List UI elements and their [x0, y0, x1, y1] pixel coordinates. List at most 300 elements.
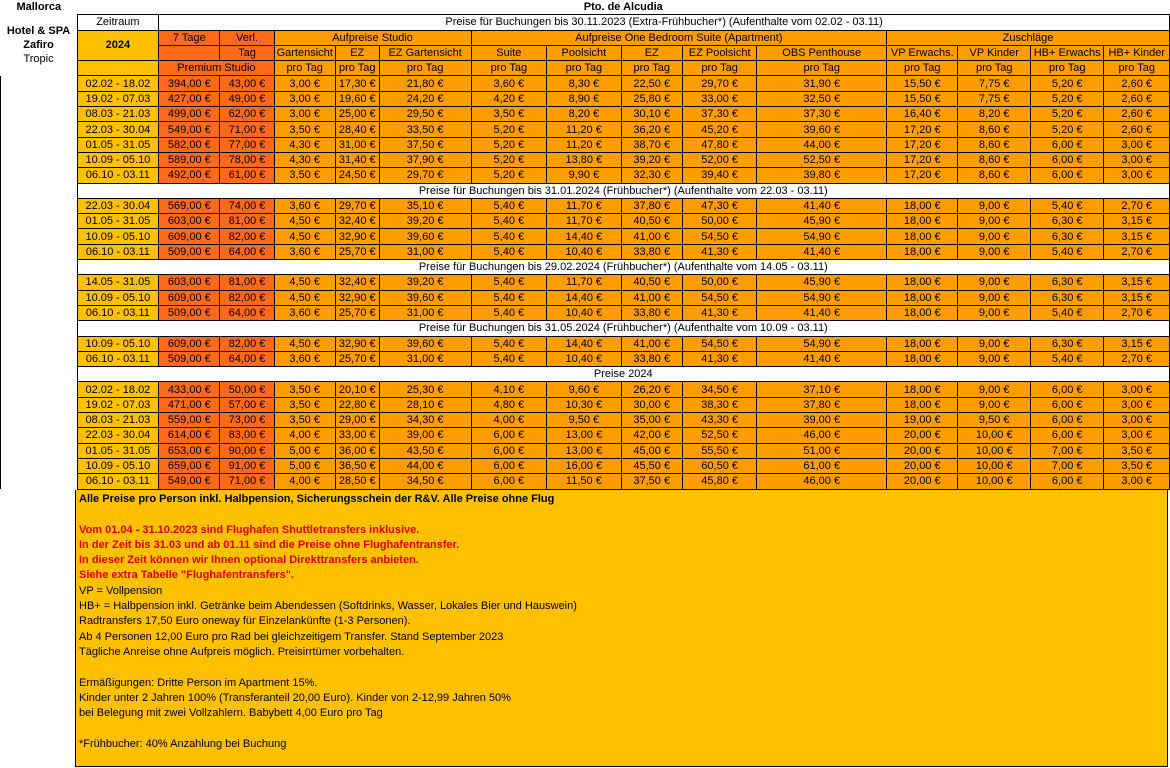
price-cell: 41,00 €	[621, 290, 682, 305]
price-cell: 5,40 €	[471, 214, 547, 229]
price-cell: 5,20 €	[471, 137, 547, 152]
price-cell: 603,00 €	[159, 275, 220, 290]
price-cell: 4,10 €	[471, 382, 547, 397]
price-cell: 61,00 €	[757, 458, 887, 473]
price-cell: 51,00 €	[757, 443, 887, 458]
price-cell: 10,30 €	[547, 397, 622, 412]
unit-label: pro Tag	[887, 61, 958, 76]
period-cell: 06.10 - 03.11	[77, 351, 159, 366]
note-line: Ab 4 Personen 12,00 Euro pro Rad bei gleichzeitigem Transfer. Stand September 2023	[79, 630, 504, 643]
note-line: bei Belegung mit zwei Vollzahlern. Babybett 4,00 Euro pro Tag	[79, 707, 383, 720]
price-cell: 9,50 €	[958, 413, 1030, 428]
side-blank	[1, 183, 78, 198]
price-cell: 39,60 €	[379, 229, 471, 244]
unit-label: pro Tag	[471, 61, 547, 76]
price-cell: 18,00 €	[887, 305, 958, 320]
table-row	[1, 214, 1170, 229]
price-cell: 2,70 €	[1104, 305, 1170, 320]
price-cell: 4,30 €	[274, 152, 335, 167]
unit-label: pro Tag	[335, 61, 379, 76]
note-line: Alle Preise pro Person inkl. Halbpension, Sicherungsschein der R&V. Alle Preise ohne Flug	[79, 493, 555, 505]
price-cell: 50,00 €	[682, 214, 757, 229]
price-cell: 42,00 €	[621, 428, 682, 443]
side-blank	[1, 305, 78, 320]
unit-label: pro Tag	[379, 61, 471, 76]
price-cell: 3,50 €	[1104, 443, 1170, 458]
subheader: VP Kinder	[958, 45, 1030, 60]
table-row	[1, 321, 1170, 336]
price-cell: 41,30 €	[682, 244, 757, 259]
side-blank	[1, 76, 78, 91]
side-blank	[1, 229, 78, 244]
price-cell: 13,80 €	[547, 152, 622, 167]
price-cell: 32,40 €	[335, 275, 379, 290]
price-cell: 41,00 €	[621, 229, 682, 244]
table-row	[1, 382, 1170, 397]
price-cell: 22,50 €	[621, 76, 682, 91]
price-cell: 37,90 €	[379, 152, 471, 167]
price-cell: 4,50 €	[274, 290, 335, 305]
price-cell: 39,20 €	[379, 275, 471, 290]
price-cell: 35,10 €	[379, 198, 471, 213]
price-cell: 3,00 €	[1104, 152, 1170, 167]
price-cell: 4,80 €	[471, 397, 547, 412]
price-cell: 20,00 €	[887, 474, 958, 489]
section-title: Preise für Buchungen bis 30.11.2023 (Extra-Frühbucher*) (Aufenthalte vom 02.02 - 03.11)	[159, 15, 1170, 30]
price-cell: 9,00 €	[958, 290, 1030, 305]
price-cell: 9,60 €	[547, 382, 622, 397]
price-cell: 43,50 €	[379, 443, 471, 458]
unit-label: pro Tag	[621, 61, 682, 76]
price-cell: 31,00 €	[335, 137, 379, 152]
price-cell: 549,00 €	[159, 474, 220, 489]
zeitraum-label: Zeitraum	[77, 15, 159, 30]
price-cell: 71,00 €	[220, 474, 274, 489]
price-cell: 18,00 €	[887, 382, 958, 397]
price-cell: 5,00 €	[274, 443, 335, 458]
year-label: 2024	[77, 30, 159, 61]
subheader: Poolsicht	[547, 45, 622, 60]
price-cell: 21,80 €	[379, 76, 471, 91]
note-line	[79, 507, 1164, 522]
price-cell: 3,60 €	[274, 198, 335, 213]
price-cell: 29,70 €	[379, 168, 471, 183]
price-cell: 5,40 €	[1030, 244, 1104, 259]
price-cell: 6,00 €	[1030, 152, 1104, 167]
price-cell: 28,10 €	[379, 397, 471, 412]
price-cell: 22,80 €	[335, 397, 379, 412]
price-cell: 16,40 €	[887, 107, 958, 122]
period-cell: 06.10 - 03.11	[77, 305, 159, 320]
note-line: VP = Vollpension	[79, 584, 163, 597]
price-cell: 5,40 €	[471, 244, 547, 259]
price-cell: 6,00 €	[1030, 382, 1104, 397]
price-cell: 6,30 €	[1030, 275, 1104, 290]
period-cell: 06.10 - 03.11	[77, 168, 159, 183]
note-line: *Frühbucher: 40% Anzahlung bei Buchung	[79, 737, 287, 750]
price-cell: 33,80 €	[621, 244, 682, 259]
table-row	[1, 61, 1170, 76]
price-cell: 82,00 €	[220, 290, 274, 305]
price-cell: 4,30 €	[274, 137, 335, 152]
price-cell: 9,00 €	[958, 397, 1030, 412]
price-cell: 47,80 €	[682, 137, 757, 152]
price-cell: 33,00 €	[335, 428, 379, 443]
price-cell: 609,00 €	[159, 229, 220, 244]
price-cell: 394,00 €	[159, 76, 220, 91]
price-cell: 49,00 €	[220, 91, 274, 106]
price-cell: 5,40 €	[1030, 305, 1104, 320]
price-cell: 37,10 €	[757, 382, 887, 397]
side-blank	[1, 152, 78, 167]
price-cell: 20,00 €	[887, 458, 958, 473]
price-cell: 653,00 €	[159, 443, 220, 458]
price-cell: 9,00 €	[958, 336, 1030, 351]
price-cell: 4,00 €	[274, 428, 335, 443]
note-line	[79, 721, 1164, 736]
side-blank	[1, 336, 78, 351]
price-cell: 5,20 €	[1030, 107, 1104, 122]
side-blank	[1, 382, 78, 397]
price-cell: 5,40 €	[1030, 351, 1104, 366]
subheader: Suite	[471, 45, 547, 60]
price-cell: 33,50 €	[379, 122, 471, 137]
price-cell: 9,00 €	[958, 214, 1030, 229]
price-cell: 6,30 €	[1030, 290, 1104, 305]
side-blank	[1, 443, 78, 458]
price-cell: 2,60 €	[1104, 91, 1170, 106]
table-row	[1, 305, 1170, 320]
price-cell: 3,00 €	[1104, 413, 1170, 428]
unit-label: pro Tag	[757, 61, 887, 76]
price-cell: 5,40 €	[471, 275, 547, 290]
group-suite: Aufpreise One Bedroom Suite (Apartment)	[471, 30, 886, 45]
table-row	[1, 15, 1170, 30]
table-row	[1, 275, 1170, 290]
blank	[77, 61, 159, 76]
price-cell: 81,00 €	[220, 275, 274, 290]
price-cell: 37,50 €	[621, 474, 682, 489]
price-cell: 3,15 €	[1104, 214, 1170, 229]
price-cell: 4,50 €	[274, 336, 335, 351]
price-cell: 5,40 €	[471, 198, 547, 213]
note-line: In der Zeit bis 31.03 und ab 01.11 sind die Preise ohne Flughafentransfer.	[79, 538, 460, 551]
price-cell: 18,00 €	[887, 214, 958, 229]
price-cell: 11,20 €	[547, 122, 622, 137]
price-cell: 6,00 €	[471, 443, 547, 458]
price-cell: 25,70 €	[335, 244, 379, 259]
price-cell: 11,70 €	[547, 214, 622, 229]
price-cell: 45,80 €	[682, 474, 757, 489]
table-row	[1, 45, 1170, 60]
price-cell: 20,00 €	[887, 443, 958, 458]
hotel-name	[1, 15, 78, 76]
price-cell: 45,90 €	[757, 275, 887, 290]
price-cell: 3,60 €	[274, 351, 335, 366]
price-cell: 52,50 €	[757, 152, 887, 167]
price-cell: 9,00 €	[958, 229, 1030, 244]
unit-label: pro Tag	[958, 61, 1030, 76]
price-cell: 5,00 €	[274, 458, 335, 473]
table-row	[1, 107, 1170, 122]
price-cell: 54,50 €	[682, 290, 757, 305]
price-cell: 52,50 €	[682, 428, 757, 443]
period-cell: 01.05 - 31.05	[77, 137, 159, 152]
table-row	[1, 229, 1170, 244]
price-cell: 7,75 €	[958, 91, 1030, 106]
period-cell: 10.09 - 05.10	[77, 336, 159, 351]
price-cell: 15,50 €	[887, 76, 958, 91]
subheader: EZ	[335, 45, 379, 60]
table-row	[1, 260, 1170, 275]
price-cell: 20,10 €	[335, 382, 379, 397]
side-blank	[1, 397, 78, 412]
price-cell: 39,00 €	[757, 413, 887, 428]
table-row	[1, 91, 1170, 106]
price-cell: 10,00 €	[958, 428, 1030, 443]
side-blank	[1, 290, 78, 305]
period-cell: 10.09 - 05.10	[77, 458, 159, 473]
side-blank	[1, 198, 78, 213]
price-cell: 5,20 €	[1030, 122, 1104, 137]
price-cell: 5,20 €	[1030, 76, 1104, 91]
price-cell: 32,90 €	[335, 229, 379, 244]
price-cell: 57,00 €	[220, 397, 274, 412]
price-cell: 603,00 €	[159, 214, 220, 229]
price-cell: 77,00 €	[220, 137, 274, 152]
table-row	[1, 458, 1170, 473]
price-cell: 30,00 €	[621, 397, 682, 412]
price-cell: 8,30 €	[547, 76, 622, 91]
price-cell: 20,00 €	[887, 428, 958, 443]
price-cell: 3,50 €	[274, 382, 335, 397]
price-cell: 82,00 €	[220, 229, 274, 244]
side-blank	[1, 260, 78, 275]
price-cell: 10,00 €	[958, 458, 1030, 473]
period-cell: 06.10 - 03.11	[77, 244, 159, 259]
subheader: EZ	[621, 45, 682, 60]
period-cell: 08.03 - 21.03	[77, 413, 159, 428]
table-row	[1, 290, 1170, 305]
price-cell: 31,00 €	[379, 351, 471, 366]
price-cell: 91,00 €	[220, 458, 274, 473]
price-cell: 6,00 €	[1030, 137, 1104, 152]
price-cell: 17,20 €	[887, 152, 958, 167]
price-cell: 36,20 €	[621, 122, 682, 137]
price-cell: 4,50 €	[274, 214, 335, 229]
price-cell: 45,00 €	[621, 443, 682, 458]
price-cell: 5,40 €	[471, 229, 547, 244]
side-blank	[1, 275, 78, 290]
price-cell: 44,00 €	[757, 137, 887, 152]
price-cell: 6,00 €	[1030, 168, 1104, 183]
period-cell: 19.02 - 07.03	[77, 91, 159, 106]
note-line: Radtransfers 17,50 Euro oneway für Einzelankünfte (1-3 Personen).	[79, 615, 411, 628]
col-7tage: 7 Tage	[159, 30, 220, 45]
price-cell: 46,00 €	[757, 474, 887, 489]
side-blank	[1, 91, 78, 106]
price-cell: 33,80 €	[621, 305, 682, 320]
price-cell: 8,20 €	[958, 107, 1030, 122]
price-cell: 6,30 €	[1030, 214, 1104, 229]
price-cell: 29,50 €	[379, 107, 471, 122]
hotel-line2: Zafiro	[23, 39, 54, 52]
price-cell: 3,00 €	[274, 91, 335, 106]
table-row	[1, 76, 1170, 91]
note-line	[79, 660, 1164, 675]
price-cell: 60,50 €	[682, 458, 757, 473]
price-cell: 5,20 €	[1030, 91, 1104, 106]
price-cell: 9,90 €	[547, 168, 622, 183]
price-cell: 4,50 €	[274, 275, 335, 290]
period-cell: 10.09 - 05.10	[77, 152, 159, 167]
note-line: Vom 01.04 - 31.10.2023 sind Flughafen Shuttletransfers inklusive.	[79, 523, 420, 536]
table-row	[1, 244, 1170, 259]
note-line: Ermäßigungen: Dritte Person im Apartment 15%.	[79, 676, 318, 689]
period-cell: 14.05 - 31.05	[77, 275, 159, 290]
price-cell: 54,90 €	[757, 290, 887, 305]
side-blank	[1, 474, 78, 489]
side-blank	[1, 122, 78, 137]
region-title: Mallorca	[16, 1, 62, 14]
price-cell: 3,00 €	[1104, 137, 1170, 152]
price-cell: 589,00 €	[159, 152, 220, 167]
unit-label: pro Tag	[274, 61, 335, 76]
price-cell: 6,00 €	[1030, 397, 1104, 412]
price-cell: 609,00 €	[159, 336, 220, 351]
price-cell: 6,00 €	[471, 428, 547, 443]
price-cell: 83,00 €	[220, 428, 274, 443]
table-row	[1, 168, 1170, 183]
price-cell: 44,00 €	[379, 458, 471, 473]
price-cell: 31,00 €	[379, 305, 471, 320]
price-cell: 14,40 €	[547, 229, 622, 244]
price-cell: 4,00 €	[471, 413, 547, 428]
table-row	[1, 198, 1170, 213]
price-cell: 64,00 €	[220, 351, 274, 366]
unit-label: pro Tag	[547, 61, 622, 76]
price-cell: 3,00 €	[1104, 168, 1170, 183]
price-cell: 74,00 €	[220, 198, 274, 213]
price-cell: 4,20 €	[471, 91, 547, 106]
price-cell: 64,00 €	[220, 244, 274, 259]
price-cell: 4,00 €	[274, 474, 335, 489]
price-cell: 3,00 €	[1104, 474, 1170, 489]
note-line: HB+ = Halbpension inkl. Getränke beim Abendessen (Softdrinks, Wasser, Lokales Bier und Hauswein)	[79, 600, 577, 613]
price-cell: 10,00 €	[958, 474, 1030, 489]
price-cell: 549,00 €	[159, 122, 220, 137]
price-cell: 24,20 €	[379, 91, 471, 106]
side-blank	[1, 168, 78, 183]
group-studio: Aufpreise Studio	[274, 30, 471, 45]
table-row	[1, 474, 1170, 489]
price-cell: 509,00 €	[159, 244, 220, 259]
price-cell: 39,80 €	[757, 168, 887, 183]
price-cell: 71,00 €	[220, 122, 274, 137]
subheader: Gartensicht	[274, 45, 335, 60]
unit-label: pro Tag	[1030, 61, 1104, 76]
price-cell: 26,20 €	[621, 382, 682, 397]
price-cell: 17,20 €	[887, 137, 958, 152]
price-cell: 3,00 €	[274, 76, 335, 91]
price-cell: 11,70 €	[547, 198, 622, 213]
price-cell: 2,60 €	[1104, 122, 1170, 137]
price-cell: 32,30 €	[621, 168, 682, 183]
price-cell: 38,70 €	[621, 137, 682, 152]
subheader: HB+ Kinder	[1104, 45, 1170, 60]
price-cell: 18,00 €	[887, 229, 958, 244]
price-cell: 32,50 €	[757, 91, 887, 106]
col-tag: Tag	[220, 45, 274, 60]
price-cell: 3,15 €	[1104, 290, 1170, 305]
section-title: Preise für Buchungen bis 31.05.2024 (Frühbucher*) (Aufenthalte vom 10.09 - 03.11)	[77, 321, 1169, 336]
location-title: Pto. de Alcudia	[583, 1, 663, 14]
side-blank	[1, 244, 78, 259]
note-line: In dieser Zeit können wir Ihnen optional Direkttransfers anbieten.	[79, 554, 419, 567]
price-cell: 39,20 €	[379, 214, 471, 229]
subheader: OBS Penthouse	[757, 45, 887, 60]
price-cell: 11,20 €	[547, 137, 622, 152]
price-cell: 16,00 €	[547, 458, 622, 473]
col-7tage-blank	[159, 45, 220, 60]
hotel-line3: Tropic	[23, 53, 54, 66]
price-cell: 73,00 €	[220, 413, 274, 428]
price-cell: 54,90 €	[757, 229, 887, 244]
price-cell: 45,50 €	[621, 458, 682, 473]
price-cell: 3,00 €	[1104, 382, 1170, 397]
price-cell: 11,70 €	[547, 275, 622, 290]
price-cell: 50,00 €	[682, 275, 757, 290]
price-cell: 36,50 €	[335, 458, 379, 473]
price-cell: 31,90 €	[757, 76, 887, 91]
note-line: Siehe extra Tabelle "Flughafentransfers".	[79, 569, 295, 582]
price-cell: 43,00 €	[220, 76, 274, 91]
price-cell: 29,70 €	[335, 198, 379, 213]
price-cell: 433,00 €	[159, 382, 220, 397]
price-cell: 8,20 €	[547, 107, 622, 122]
table-row	[1, 122, 1170, 137]
price-cell: 559,00 €	[159, 413, 220, 428]
note-line: Tägliche Anreise ohne Aufpreis möglich. Preisirrtümer vorbehalten.	[79, 645, 405, 658]
table-row	[1, 30, 1170, 45]
price-cell: 25,80 €	[621, 91, 682, 106]
price-cell: 31,00 €	[379, 244, 471, 259]
side-blank	[1, 413, 78, 428]
price-cell: 13,00 €	[547, 443, 622, 458]
price-cell: 43,30 €	[682, 413, 757, 428]
price-cell: 34,30 €	[379, 413, 471, 428]
section-title: Preise für Buchungen bis 29.02.2024 (Frühbucher*) (Aufenthalte vom 14.05 - 03.11)	[77, 260, 1169, 275]
price-cell: 33,00 €	[682, 91, 757, 106]
price-cell: 61,00 €	[220, 168, 274, 183]
price-cell: 5,20 €	[471, 168, 547, 183]
price-cell: 29,00 €	[335, 413, 379, 428]
price-cell: 6,00 €	[1030, 413, 1104, 428]
unit-label: pro Tag	[1104, 61, 1170, 76]
subheader: EZ Gartensicht	[379, 45, 471, 60]
price-cell: 9,00 €	[958, 275, 1030, 290]
table-row	[1, 137, 1170, 152]
price-cell: 39,60 €	[757, 122, 887, 137]
price-cell: 17,20 €	[887, 168, 958, 183]
price-cell: 30,10 €	[621, 107, 682, 122]
price-cell: 7,75 €	[958, 76, 1030, 91]
price-cell: 50,00 €	[220, 382, 274, 397]
price-cell: 37,30 €	[682, 107, 757, 122]
price-cell: 8,90 €	[547, 91, 622, 106]
price-cell: 15,50 €	[887, 91, 958, 106]
price-cell: 19,00 €	[887, 413, 958, 428]
